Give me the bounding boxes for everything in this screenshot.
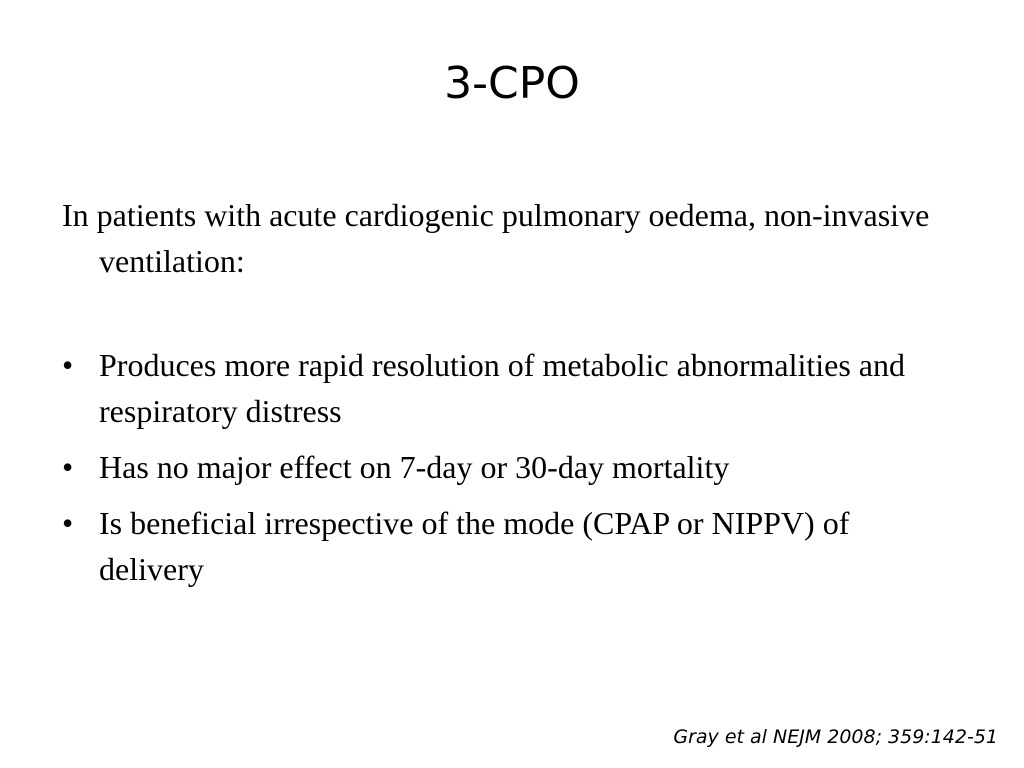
slide-body — [62, 192, 962, 602]
bullet-text: Has no major effect on 7-day or 30-day mortality — [99, 449, 730, 485]
bullet-icon: • — [62, 347, 74, 383]
bullet-text: Produces more rapid resolution of metabolic abnormalities and respiratory distress — [99, 347, 905, 429]
bullet-item — [62, 444, 962, 490]
bullet-item — [62, 500, 962, 592]
bullet-text: Is beneficial irrespective of the mode (CPAP or NIPPV) of delivery — [99, 505, 850, 587]
bullet-icon: • — [62, 449, 74, 485]
bullet-list — [62, 342, 962, 592]
bullet-icon: • — [62, 505, 74, 541]
slide-title: 3-CPO — [444, 58, 580, 109]
bullet-item — [62, 342, 962, 434]
intro-text: In patients with acute cardiogenic pulmonary oedema, non-invasive ventilation: — [62, 197, 930, 279]
citation: Gray et al NEJM 2008; 359:142-51 — [673, 726, 998, 748]
